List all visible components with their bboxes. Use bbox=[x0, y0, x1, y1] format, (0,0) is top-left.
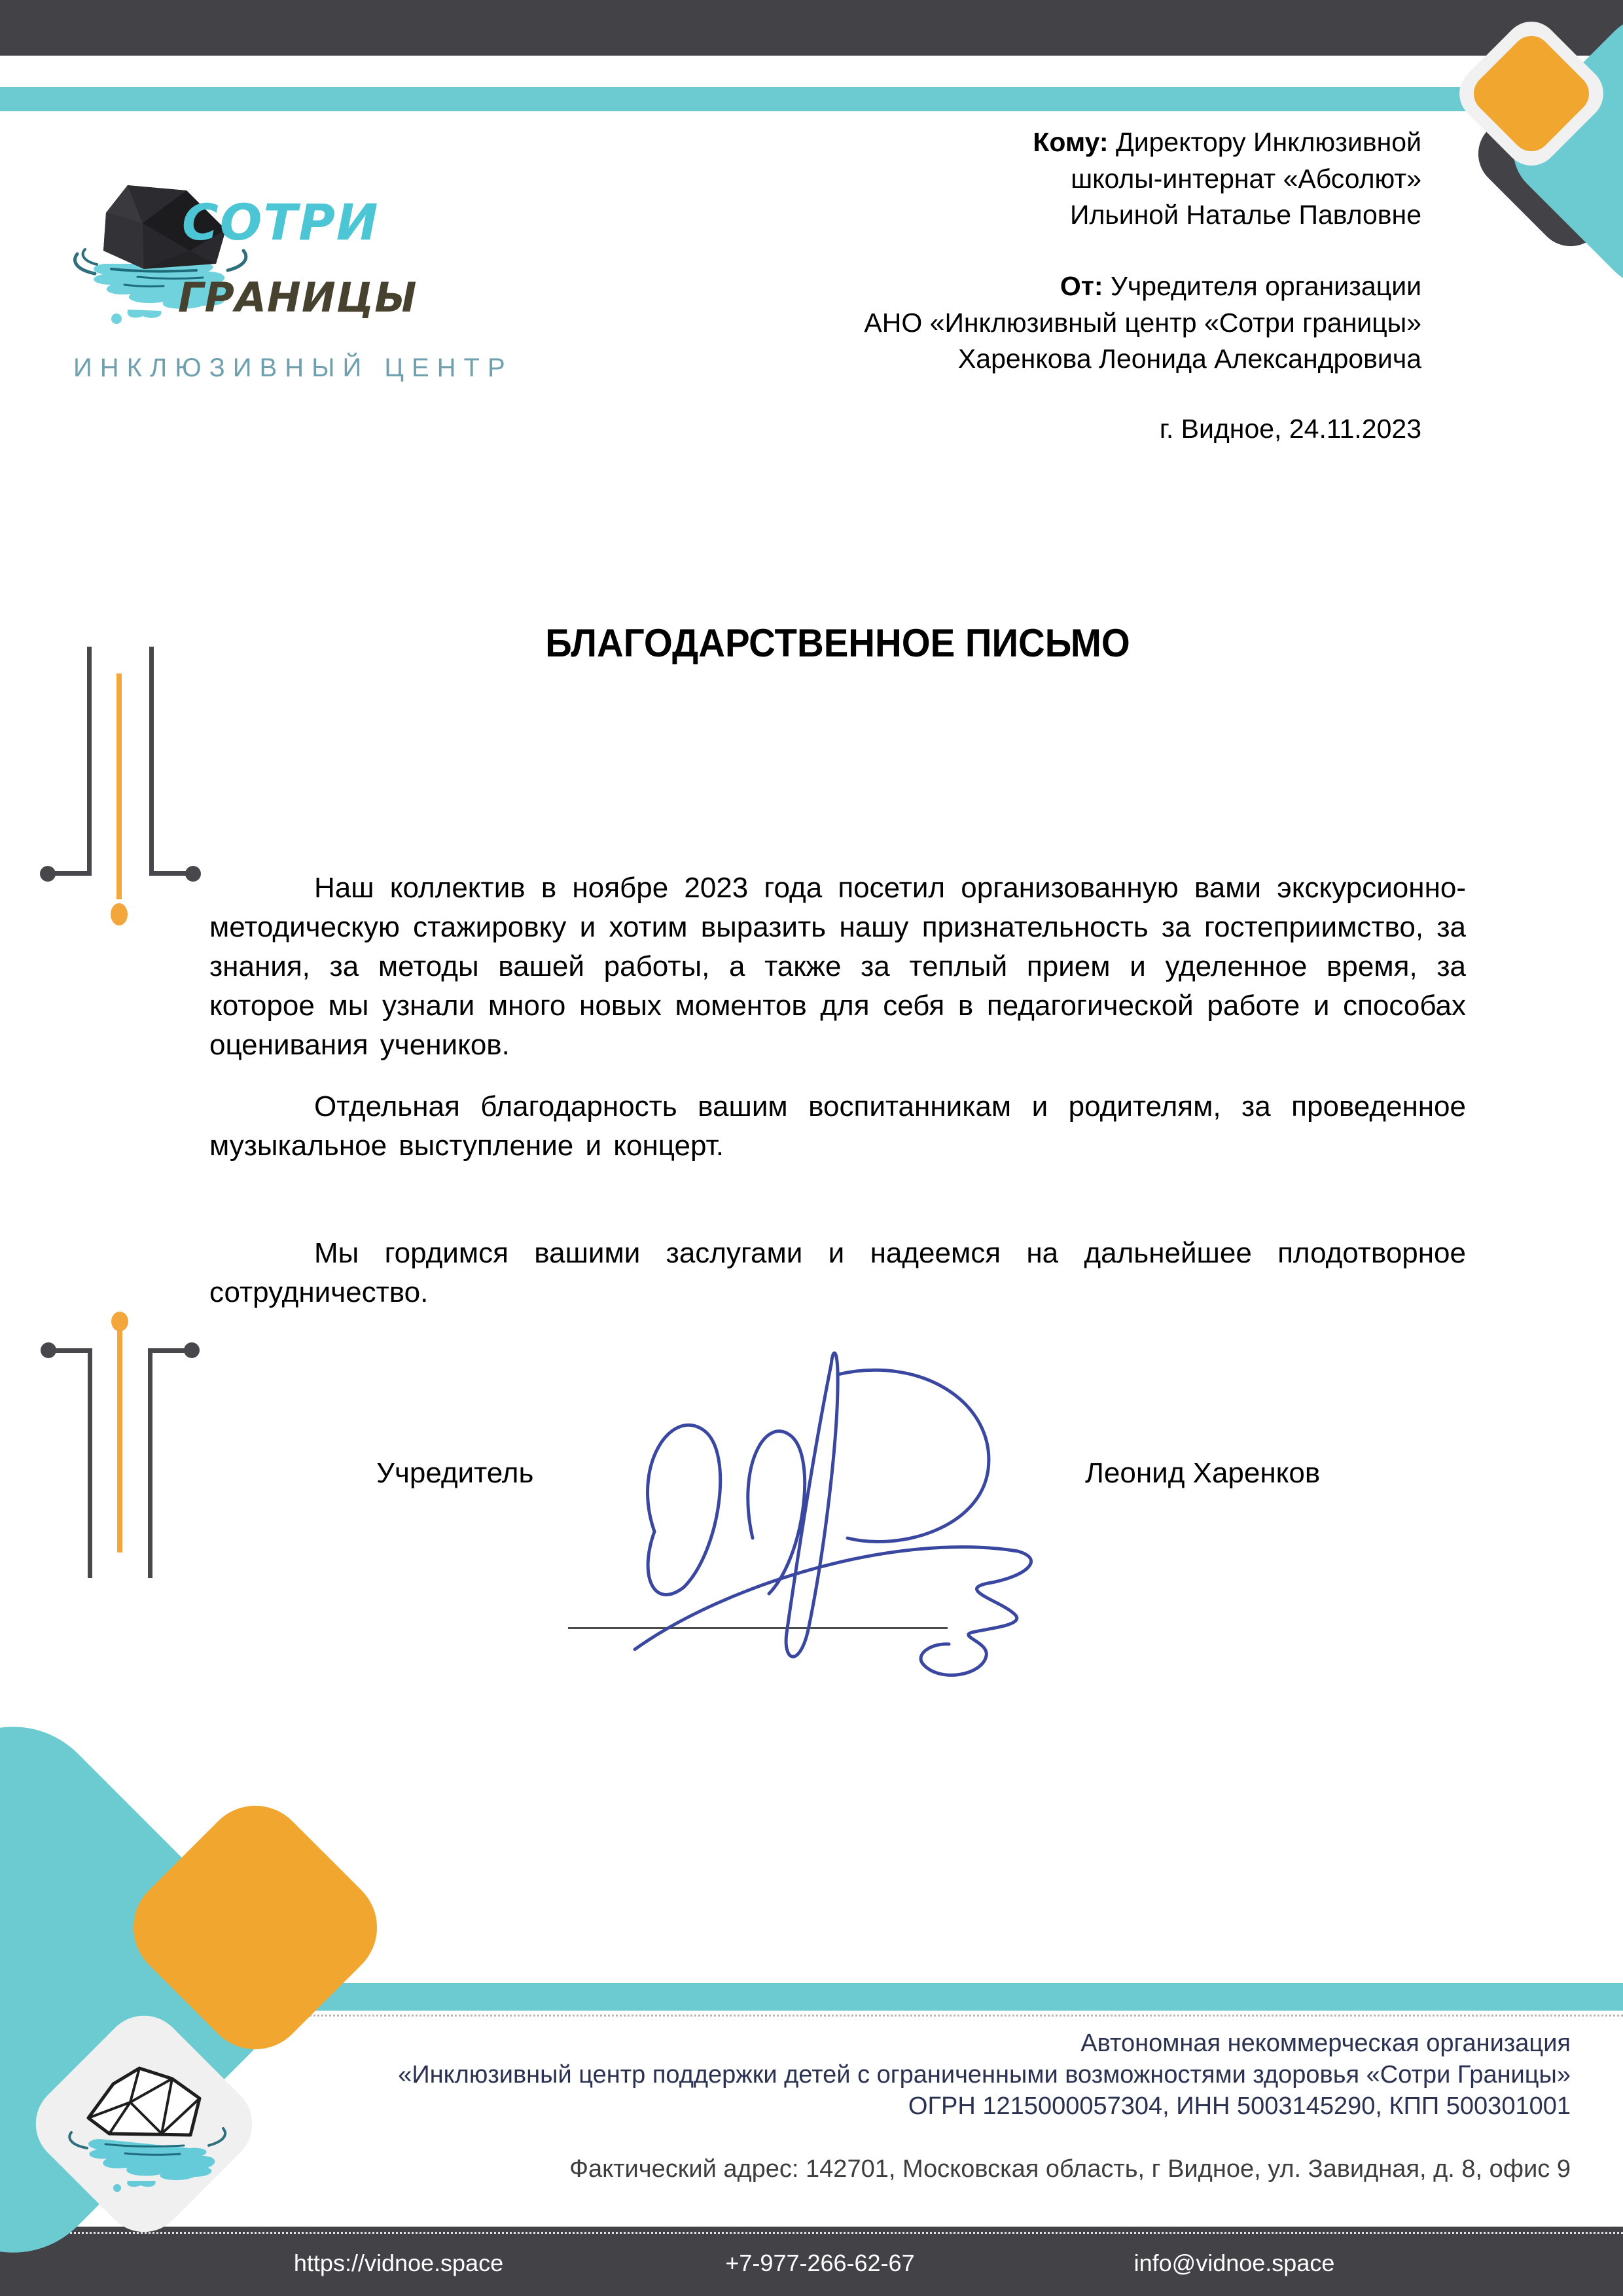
decorative-dot bbox=[185, 866, 201, 882]
top-teal-bar bbox=[0, 87, 1623, 111]
page-title: БЛАГОДАРСТВЕННОЕ ПИСЬМО bbox=[545, 621, 1130, 665]
paragraph-2: Отдельная благодарность вашим воспитанникам и родителям, за проведенное музыкальное выступление и концерт. bbox=[209, 1090, 1466, 1162]
decorative-orange-dot bbox=[111, 1312, 128, 1331]
decorative-orange-line bbox=[116, 673, 122, 899]
letter-body bbox=[209, 869, 1466, 1312]
sender-line-3: Харенкова Леонида Александровича bbox=[957, 344, 1421, 374]
sender-block bbox=[864, 268, 1421, 378]
footer-org-line-1: Автономная некоммерческая организация bbox=[1080, 2030, 1571, 2057]
decorative-line bbox=[148, 1348, 152, 1578]
paragraph-3: Мы гордимся вашими заслугами и надеемся на дальнейшее плодотворное сотрудничество. bbox=[209, 1237, 1466, 1308]
footer-org-line-3: ОГРН 1215000057304, ИНН 5003145290, КПП 500301001 bbox=[908, 2092, 1571, 2120]
sender-line-1: От: Учредителя организации bbox=[1060, 271, 1421, 301]
top-dark-bar bbox=[0, 0, 1623, 56]
footer-bar-dotted-line bbox=[0, 2232, 1623, 2234]
paragraph-1: Наш коллектив в ноябре 2023 года посетил организованную вами экскурсионно-методическую стажировку и хотим выразить нашу признательность за гостеприимство, за знания, за методы вашей работы, а также за теплый прием и уделенное время, за которое мы узнали много новых моментов для себя в педагогической работе и способах оценивания учеников. bbox=[209, 872, 1466, 1061]
decorative-line bbox=[149, 647, 154, 876]
dateline: г. Видное, 24.11.2023 bbox=[1159, 414, 1421, 444]
logo-word-granitsy: ГРАНИЦЫ bbox=[178, 274, 418, 321]
footer-website: https://vidnoe.space bbox=[293, 2250, 504, 2276]
footer-phone: +7-977-266-62-67 bbox=[725, 2250, 915, 2276]
decorative-orange-dot bbox=[111, 903, 128, 925]
footer-email: info@vidnoe.space bbox=[1133, 2250, 1335, 2276]
sender-label: От: bbox=[1060, 271, 1103, 301]
recipient-line-3: Ильиной Наталье Павловне bbox=[1069, 200, 1421, 230]
recipient-block bbox=[1033, 124, 1421, 234]
recipient-label: Кому: bbox=[1033, 127, 1109, 157]
footer-org-block bbox=[398, 2028, 1571, 2122]
recipient-line-2: школы-интернат «Абсолют» bbox=[1071, 163, 1421, 194]
signer-role: Учредитель bbox=[376, 1457, 534, 1489]
decorative-dot bbox=[40, 866, 56, 882]
signer-name: Леонид Харенков bbox=[1085, 1457, 1321, 1489]
iceberg-water-logo-icon bbox=[62, 2055, 232, 2196]
decorative-line bbox=[48, 1348, 92, 1353]
footer-address: Фактический адрес: 142701, Московская область, г Видное, ул. Завидная, д. 8, офис 9 bbox=[569, 2155, 1571, 2183]
decorative-orange-line bbox=[117, 1330, 122, 1552]
decorative-line bbox=[148, 1348, 192, 1353]
decorative-line bbox=[88, 1348, 92, 1578]
sender-line-2: АНО «Инклюзивный центр «Сотри границы» bbox=[864, 307, 1421, 338]
logo-subtitle: ИНКЛЮЗИВНЫЙ ЦЕНТР bbox=[73, 353, 513, 382]
signature-scribble bbox=[556, 1335, 1132, 1705]
decorative-line bbox=[87, 647, 92, 876]
footer-org-line-2: «Инклюзивный центр поддержки детей с ограниченными возможностями здоровья «Сотри Границы» bbox=[398, 2061, 1571, 2089]
logo-word-sotri: СОТРИ bbox=[182, 193, 380, 251]
recipient-line-1: Кому: Директору Инклюзивной bbox=[1033, 127, 1421, 157]
